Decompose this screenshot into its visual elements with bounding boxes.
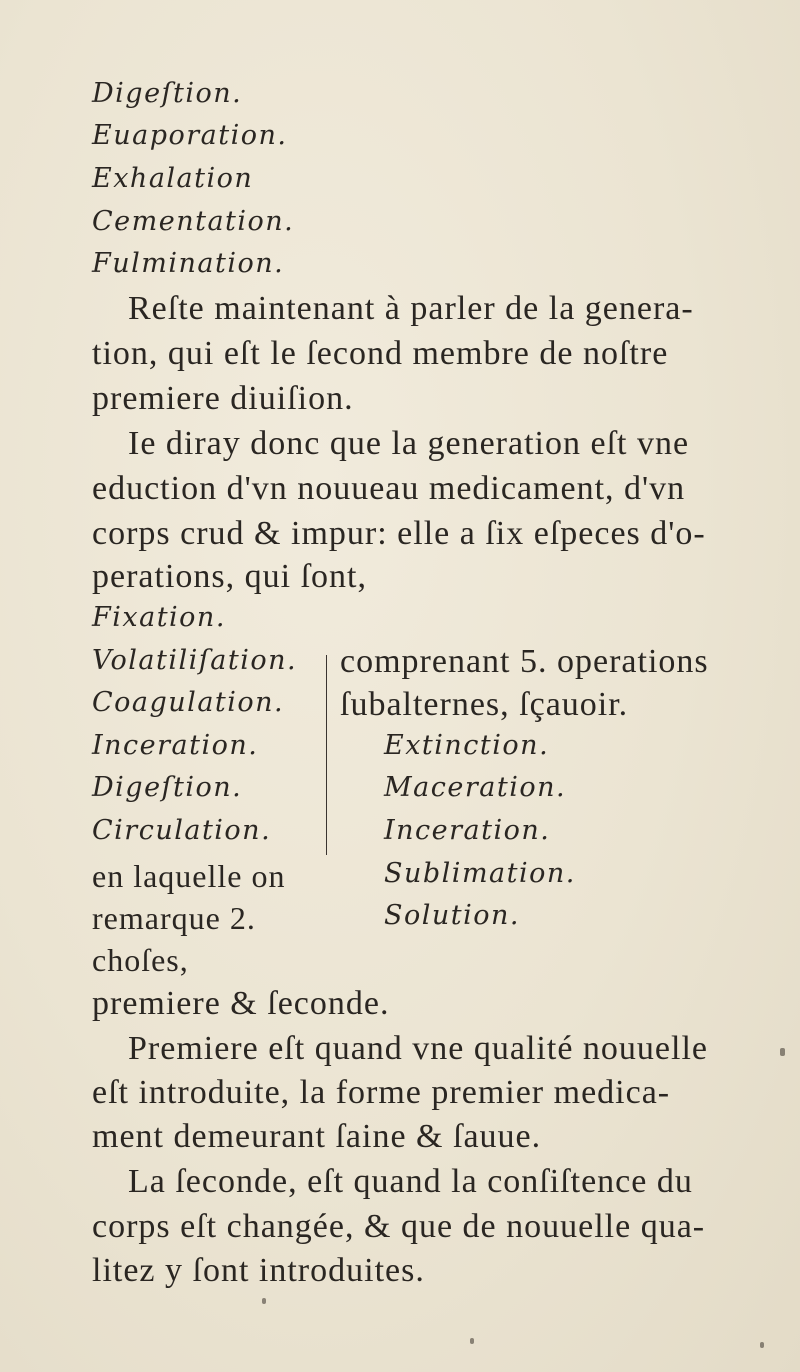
ink-speck — [780, 1048, 785, 1056]
list1-item-cementation: Cementation. — [92, 206, 295, 237]
para3-line-1: premiere & ſeconde. — [92, 985, 390, 1022]
para1-line-1: Reſte maintenant à parler de la genera- — [128, 290, 694, 327]
list2-item-digestion: Digeſtion. — [92, 772, 243, 803]
right-note-line-1: comprenant 5. operations — [340, 643, 709, 680]
para3-line-4: ment demeurant ſaine & ſauue. — [92, 1118, 542, 1155]
list3-item-solution: Solution. — [384, 900, 520, 931]
para3-line-2: Premiere eſt quand vne qualité nouuelle — [128, 1030, 708, 1067]
list3-item-sublimation: Sublimation. — [384, 858, 576, 889]
para3-line-5: La ſeconde, eſt quand la conſiſtence du — [128, 1163, 693, 1200]
column-bracket-line — [326, 655, 327, 855]
list1-item-exhalation: Exhalation — [92, 163, 254, 194]
right-note-line-2: ſubalternes, ſçauoir. — [340, 686, 629, 723]
para2-line-1: Ie diray donc que la generation eſt vne — [128, 425, 690, 462]
para3-line-7: litez y ſont introduites. — [92, 1252, 425, 1289]
left-note-line-2: remarque 2. — [92, 900, 256, 936]
para2-line-2: eduction d'vn nouueau medicament, d'vn — [92, 470, 686, 507]
para2-line-3: corps crud & impur: elle a ſix eſpeces d'o- — [92, 515, 706, 552]
list2-item-fixation: Fixation. — [92, 602, 226, 633]
ink-speck — [262, 1298, 266, 1304]
para3-line-3: eſt introduite, la forme premier medica- — [92, 1074, 671, 1111]
para1-line-2: tion, qui eſt le ſecond membre de noſtre — [92, 335, 669, 372]
list1-item-euaporation: Euaporation. — [92, 120, 288, 151]
list2-item-volatilisation: Volatiliſation. — [92, 645, 298, 676]
list2-item-inceration: Inceration. — [92, 730, 259, 761]
para1-line-3: premiere diuiſion. — [92, 380, 354, 417]
ink-speck — [760, 1342, 764, 1348]
list3-item-maceration: Maceration. — [384, 772, 567, 803]
left-note-line-3: choſes, — [92, 942, 189, 978]
para2-line-4: perations, qui ſont, — [92, 558, 367, 595]
list2-item-coagulation: Coagulation. — [92, 687, 285, 718]
ink-speck — [470, 1338, 474, 1344]
left-note-line-1: en laquelle on — [92, 858, 286, 894]
list1-item-fulmination: Fulmination. — [92, 248, 285, 279]
list1-item-digestion: Digeſtion. — [92, 78, 243, 109]
list3-item-extinction: Extinction. — [384, 730, 550, 761]
para3-line-6: corps eſt changée, & que de nouuelle qua- — [92, 1208, 706, 1245]
list3-item-inceration: Inceration. — [384, 815, 551, 846]
list2-item-circulation: Circulation. — [92, 815, 272, 846]
